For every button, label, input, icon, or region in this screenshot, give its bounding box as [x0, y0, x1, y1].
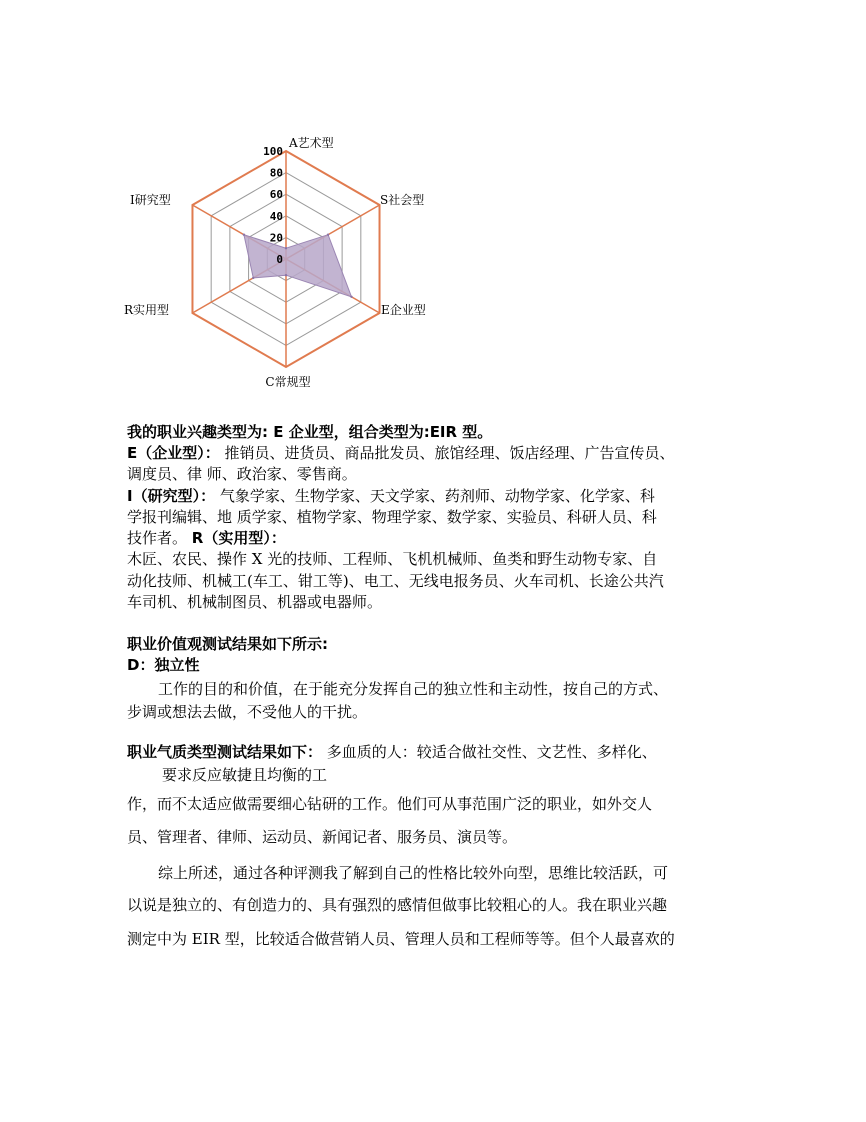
- r-type-jobs-2: 动化技师、机械工(车工、钳工等)、电工、无线电报务员、火车司机、长途公共汽: [127, 572, 664, 590]
- radar-axis-label-4: C常规型: [265, 375, 311, 389]
- r-type-jobs-3: 车司机、机械制图员、机器或电器师。: [127, 593, 383, 611]
- e-type-jobs-1: 推销员、进货员、商品批发员、旅馆经理、饭店经理、广告宣传员、: [224, 444, 675, 462]
- summary-line-3: 测定中为 EIR 型，比较适合做营销人员、管理人员和工程师等等。但个人最喜欢的: [127, 930, 675, 948]
- e-type-title: E（企业型）：: [127, 444, 220, 462]
- radar-chart: [118, 132, 438, 392]
- summary-line-2: 以说是独立的、有创造力的、具有强烈的感情但做事比较粗心的人。我在职业兴趣: [127, 896, 668, 914]
- radar-tick-label-60: 60: [269, 188, 283, 202]
- radar-point-1: [285, 247, 287, 249]
- radar-data: [243, 234, 353, 299]
- radar-tick-label-100: 100: [263, 145, 283, 158]
- radar-axis-label-1: A艺术型: [289, 136, 334, 150]
- r-type-title: R（实用型）：: [191, 529, 286, 547]
- e-type-jobs-2: 调度员、律 师、政治家、零售商。: [127, 465, 357, 483]
- i-type-paragraph: [127, 485, 655, 506]
- temperament-desc-2: 要求反应敏捷且均衡的工: [162, 766, 328, 784]
- radar-axis-label-6: I研究型: [130, 193, 171, 207]
- value-desc-2: 步调或想法去做，不受他人的干扰。: [127, 703, 368, 721]
- value-test-result: D：独立性: [127, 656, 200, 674]
- radar-axis-label-5: R实用型: [124, 303, 170, 317]
- temperament-desc-3: 作，而不太适应做需要细心钻研的工作。他们可从事范围广泛的职业，如外交人: [127, 795, 653, 813]
- e-type-paragraph: [127, 442, 675, 463]
- temperament-heading: 职业气质类型测试结果如下：: [127, 743, 323, 761]
- radar-point-2: [327, 234, 329, 236]
- temperament-desc-1: 多血质的人：较适合做社交性、文艺性、多样化、: [326, 743, 657, 761]
- radar-axis-label-2: S社会型: [380, 193, 425, 207]
- radar-point-6: [243, 234, 245, 236]
- r-type-jobs-1: 木匠、农民、操作 X 光的技师、工程师、飞机机械师、鱼类和野生动物专家、自: [127, 550, 658, 568]
- i-type-jobs-1: 气象学家、生物学家、天文学家、药剂师、动物学家、化学家、科: [219, 487, 655, 505]
- i-type-jobs-2: 学报刊编辑、地 质学家、植物学家、物理学家、数学家、实验员、科研人员、科: [127, 508, 657, 526]
- value-test-heading: 职业价值观测试结果如下所示:: [127, 635, 328, 653]
- i-type-jobs-3-line: [127, 527, 286, 548]
- i-type-jobs-3: 技作者。: [127, 529, 188, 547]
- i-type-title: I（研究型）：: [127, 487, 216, 505]
- summary-line-1: 综上所述，通过各种评测我了解到自己的性格比较外向型，思维比较活跃，可: [158, 864, 669, 882]
- value-desc-1: 工作的目的和价值，在于能充分发挥自己的独立性和主动性，按自己的方式、: [158, 680, 669, 698]
- radar-point-4: [285, 274, 287, 276]
- interest-type-heading: 我的职业兴趣类型为: E 企业型，组合类型为:EIR 型。: [127, 423, 493, 441]
- temperament-paragraph: [127, 741, 657, 762]
- radar-point-5: [252, 277, 254, 279]
- temperament-desc-4: 员、管理者、律师、运动员、新闻记者、服务员、演员等。: [127, 828, 518, 846]
- radar-point-3: [350, 296, 352, 298]
- radar-tick-label-40: 40: [269, 209, 283, 223]
- radar-tick-label-80: 80: [269, 166, 283, 180]
- radar-tick-label-20: 20: [269, 231, 283, 245]
- radar-tick-label-0: 0: [276, 253, 283, 266]
- radar-axis-label-3: E企业型: [381, 303, 426, 317]
